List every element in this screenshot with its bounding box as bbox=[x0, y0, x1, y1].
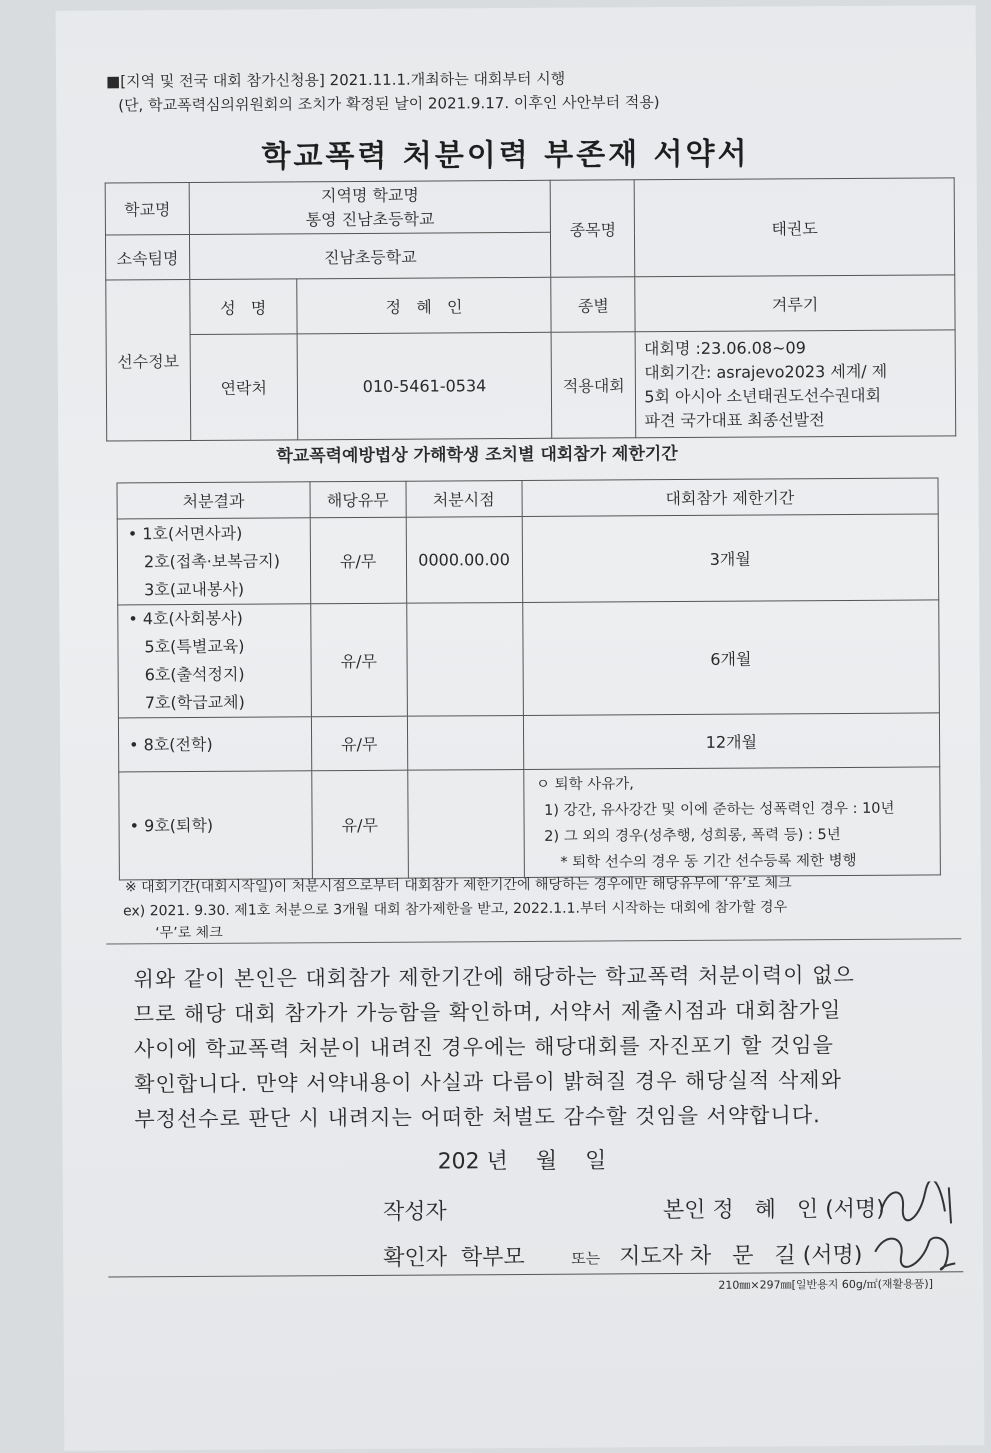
category-label: 종별 bbox=[551, 277, 635, 333]
result-item: 3호(교내봉사) bbox=[144, 579, 245, 599]
handwritten-signature-1 bbox=[875, 1181, 965, 1228]
school-value: 통영 진남초등학교 bbox=[305, 209, 435, 229]
competition-label: 적용대회 bbox=[552, 332, 637, 439]
result-cell bbox=[118, 604, 311, 718]
result-item: • 1호(서면사과) bbox=[127, 523, 243, 543]
pledge-line: 부정선수로 판단 시 내려지는 어떠한 처벌도 감수할 것임을 서약합니다. bbox=[134, 1103, 821, 1132]
team-value: 진남초등학교 bbox=[189, 232, 551, 279]
contact-value: 010-5461-0534 bbox=[297, 332, 552, 440]
handwritten-signature-2 bbox=[871, 1227, 961, 1272]
category-value: 겨루기 bbox=[635, 275, 955, 332]
info-table bbox=[105, 177, 957, 441]
period-cell: 12개월 bbox=[523, 713, 940, 770]
restriction-table bbox=[116, 477, 940, 880]
date-line: 202 년 월 일 bbox=[437, 1148, 607, 1175]
confirmer-label: 확인자 학부모 bbox=[383, 1244, 525, 1271]
document-title: 학교폭력 처분이력 부존재 서약서 bbox=[261, 136, 750, 175]
note-2: ex) 2021. 9.30. 제1호 처분으로 3개월 대회 참가제한을 받고, 2022.1.1.부터 시작하는 대회에 참가할 경우 bbox=[123, 899, 788, 920]
period-line: 2) 그 외의 경우(성추행, 성희롱, 폭력 등) : 5년 bbox=[544, 826, 841, 845]
date-cell bbox=[407, 715, 523, 770]
period-line: ㅇ 퇴학 사유가, bbox=[535, 775, 634, 793]
pledge-line: 사이에 학교폭력 처분이 내려진 경우에는 해당대회를 자진포기 할 것임을 bbox=[133, 1033, 835, 1062]
table-row bbox=[118, 713, 939, 772]
writer-signature: 본인 정 혜 인 (서명) bbox=[662, 1196, 885, 1224]
applicable-cell: 유/무 bbox=[311, 716, 407, 771]
period-cell: 3개월 bbox=[522, 514, 939, 603]
competition-line-3: 5회 아시아 소년태권도선수권대회 bbox=[644, 385, 882, 406]
result-item: • 9호(퇴학) bbox=[129, 815, 214, 835]
name-value: 정 혜 인 bbox=[297, 277, 552, 334]
paper-size-note: 210㎜×297㎜[일반용지 60g/㎡(재활용품)] bbox=[718, 1277, 934, 1292]
contact-label: 연락처 bbox=[190, 334, 298, 441]
header-period: 대회참가 제한기간 bbox=[522, 478, 939, 517]
competition-line-1: 대회명 :23.06.08~09 bbox=[643, 337, 806, 358]
result-item: 5호(특별교육) bbox=[144, 636, 245, 657]
notice-line-2: (단, 학교폭력심의위원회의 조치가 확정된 날이 2021.9.17. 이후인 사안부터 적용) bbox=[118, 93, 660, 115]
restriction-title: 학교폭력예방법상 가해학생 조치별 대회참가 제한기간 bbox=[276, 444, 678, 467]
table-row bbox=[117, 514, 939, 605]
applicable-cell: 유/무 bbox=[312, 770, 409, 879]
event-label: 종목명 bbox=[551, 180, 635, 278]
school-label: 학교명 bbox=[105, 183, 189, 236]
result-item: 6호(출석정지) bbox=[144, 664, 245, 685]
date-cell: 0000.00.00 bbox=[406, 516, 522, 603]
result-item: 7호(학급교체) bbox=[144, 692, 245, 713]
notice-line-1: ■[지역 및 전국 대회 참가신청용] 2021.11.1.개최하는 대회부터 시행 bbox=[105, 69, 566, 91]
result-item: 2호(접촉·보복금지) bbox=[143, 550, 280, 571]
document-page bbox=[56, 5, 985, 1451]
header-date: 처분시점 bbox=[406, 480, 522, 517]
result-cell bbox=[118, 717, 311, 772]
result-cell bbox=[117, 518, 310, 605]
date-cell bbox=[407, 769, 524, 878]
applicable-cell: 유/무 bbox=[310, 603, 407, 717]
period-line: * 퇴학 선수의 경우 동 기간 선수등록 제한 병행 bbox=[560, 852, 857, 871]
table-row bbox=[118, 600, 940, 718]
team-label: 소속팀명 bbox=[105, 235, 189, 281]
competition-line-4: 파견 국가대표 최종선발전 bbox=[644, 409, 825, 430]
header-result: 처분결과 bbox=[117, 482, 310, 519]
divider bbox=[106, 938, 961, 944]
writer-label: 작성자 bbox=[382, 1199, 447, 1225]
confirmer-signature: 지도자 차 문 길 (서명) bbox=[619, 1242, 863, 1270]
school-cell bbox=[189, 180, 551, 234]
result-cell bbox=[119, 771, 312, 880]
note-1: ※ 대회기간(대회시작일)이 처분시점으로부터 대회참가 제한기간에 해당하는 경우에만 해당유무에 ‘유’로 체크 bbox=[124, 875, 792, 896]
competition-line-2: 대회기간: asrajevo2023 세계/ 제 bbox=[644, 361, 888, 382]
school-header: 지역명 학교명 bbox=[320, 185, 419, 205]
period-cell bbox=[523, 767, 940, 878]
result-item: • 8호(전학) bbox=[129, 734, 213, 754]
pledge-line: 위와 같이 본인은 대회참가 제한기간에 해당하는 학교폭력 처분이력이 없으 bbox=[133, 962, 855, 992]
period-cell: 6개월 bbox=[522, 600, 939, 716]
name-label: 성 명 bbox=[190, 279, 297, 335]
event-value: 태권도 bbox=[634, 178, 954, 277]
period-line: 1) 강간, 유사강간 및 이에 준하는 성폭력인 경우 : 10년 bbox=[544, 800, 895, 819]
confirmer-or: 또는 bbox=[571, 1249, 601, 1268]
player-info-label: 선수정보 bbox=[106, 280, 191, 442]
applicable-cell: 유/무 bbox=[310, 517, 406, 604]
note-3: ‘무’로 체크 bbox=[155, 924, 223, 942]
header-applicable: 해당유무 bbox=[310, 481, 406, 518]
date-cell bbox=[406, 602, 523, 716]
pledge-text bbox=[133, 958, 855, 1137]
pledge-line: 확인합니다. 만약 서약내용이 사실과 다름이 밝혀질 경우 해당실적 삭제와 bbox=[134, 1068, 842, 1097]
result-item: • 4호(사회봉사) bbox=[128, 608, 243, 629]
competition-value bbox=[635, 330, 955, 438]
table-row bbox=[119, 767, 941, 880]
pledge-line: 므로 해당 대회 참가가 가능함을 확인하며, 서약서 제출시점과 대회참가일 bbox=[133, 998, 842, 1027]
